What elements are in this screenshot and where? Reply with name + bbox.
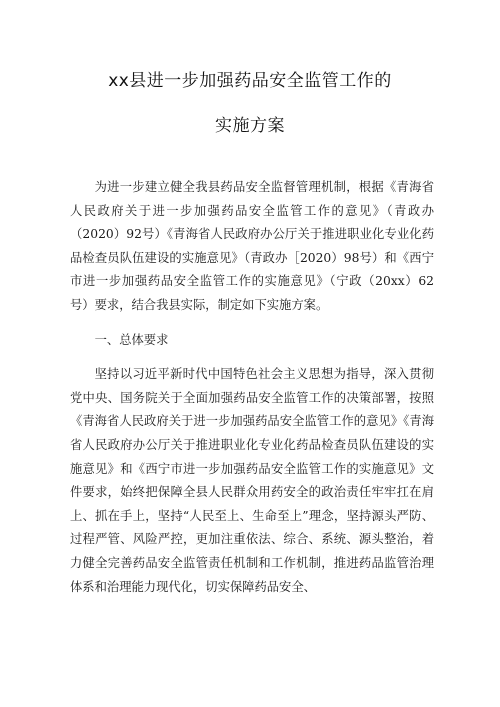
section-paragraph-general-requirements: 坚持以习近平新时代中国特色社会主义思想为指导，深入贯彻党中央、国务院关于全面加强药品安全监管工作的决策部署，按照《青海省人民政府关于进一步加强药品安全监管工作的意见》《青海省人民政府办公厅关于推进职业化专业化药品检查员队伍建设的实施意见》和《西宁市进一步加强药品安全监管工作的实施意见》文件要求，始终把保障全县人民群众用药安全的政治责任牢牢扛在肩上、抓在手上，坚持“人民至上、生命至上”理念，坚持源头严防、过程严管、风险严控，更加注重依法、综合、系统、源头整治，着力健全完善药品安全监管责任机制和工作机制，推进药品监管治理体系和治理能力现代化，切实保障药品安全、 (70, 367, 434, 594)
section-heading-general-requirements: 一、总体要求 (94, 332, 169, 347)
document-title-line1: xx县进一步加强药品安全监管工作的 (108, 71, 392, 91)
document-title-line2: 实施方案 (215, 116, 285, 136)
document-body (70, 176, 434, 599)
intro-paragraph: 为进一步建立健全我县药品安全监督管理机制，根据《青海省人民政府关于进一步加强药品安全监管工作的意见》（青政办（2020）92号）《青海省人民政府办公厅关于推进职业化专业化药品检查员队伍建设的实施意见》（青政办［2020）98号）和《西宁市进一步加强药品安全监管工作的实施意见》（宁政（20xx）62号）要求，结合我县实际，制定如下实施方案。 (70, 180, 434, 312)
